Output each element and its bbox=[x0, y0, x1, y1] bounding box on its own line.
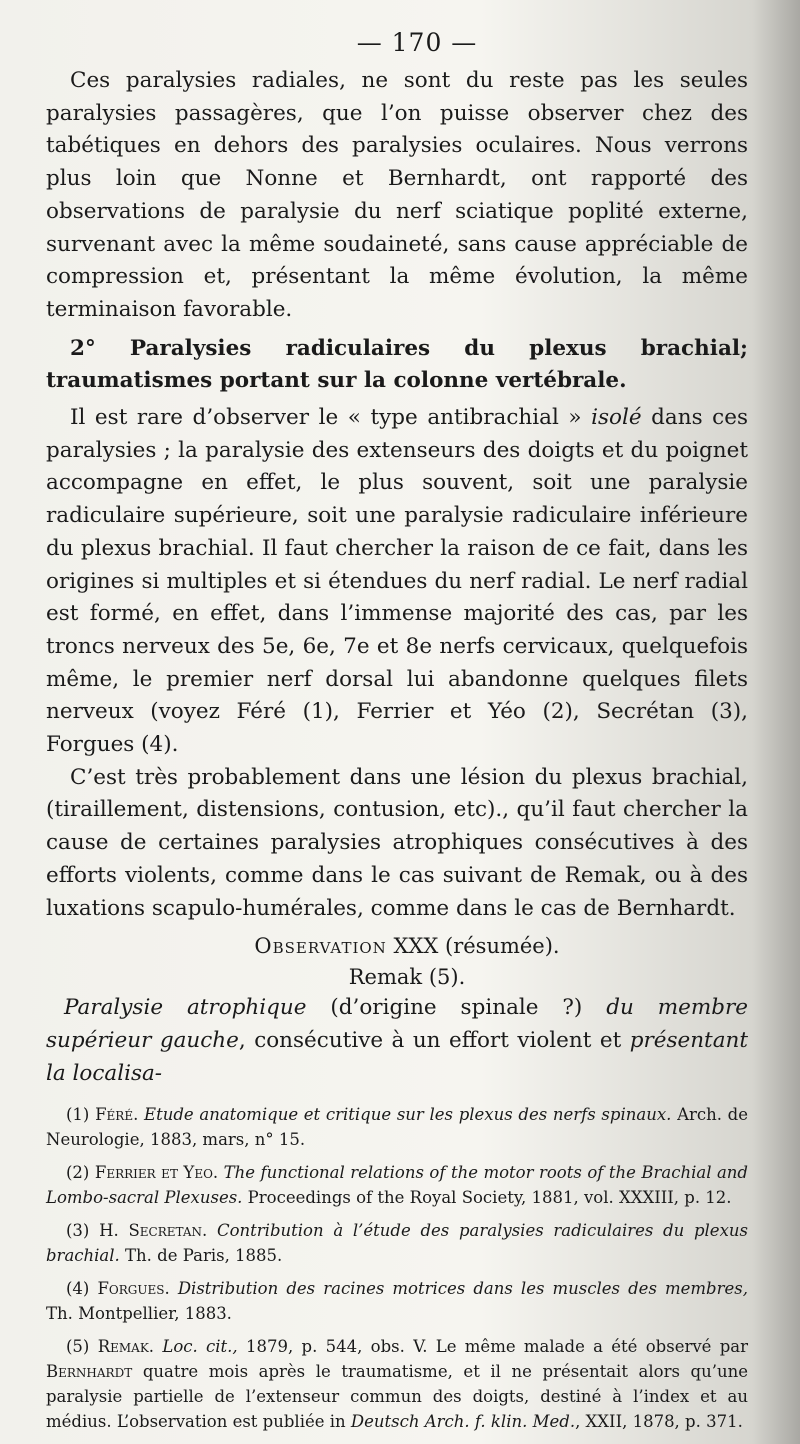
footnote-5-num: (5) bbox=[66, 1337, 90, 1357]
footnote-2-author: Ferrier et Yeo. bbox=[94, 1163, 219, 1183]
footnote-4-rest: Th. Montpellier, 1883. bbox=[46, 1304, 232, 1324]
footnote-5-rest3: , XXII, 1878, p. 371. bbox=[575, 1412, 743, 1432]
obs-desc-c: du membre supérieur gauche bbox=[46, 995, 748, 1053]
footnote-5-journal: Deutsch Arch. f. klin. Med. bbox=[350, 1412, 576, 1432]
para2-italic-isole: isolé bbox=[591, 405, 642, 431]
footnote-4-title: Distribution des racines motrices dans les muscles des membres, bbox=[177, 1279, 748, 1299]
observation-title bbox=[46, 931, 748, 962]
footnote-3-rest: Th. de Paris, 1885. bbox=[125, 1246, 283, 1266]
paragraph-plexus-lesion: C’est très probablement dans une lésion du plexus brachial, (tiraillement, distensions, contusion, etc)., qu’il faut chercher la cause de certaines paralysies atrophiques consécutives à des efforts violents, comme dans le cas suivant de Remak, ou à des luxations scapulo-humérales, comme dans le cas de Bernhardt. bbox=[46, 764, 748, 921]
para2-text-a: Il est rare d’observer le « type antibrachial » bbox=[70, 405, 592, 431]
footnote-4-num: (4) bbox=[66, 1279, 90, 1299]
footnote-3-author: H. Secretan. bbox=[99, 1221, 208, 1241]
obs-desc-a: Paralysie atrophique bbox=[64, 995, 307, 1021]
section-heading: 2° Paralysies radiculaires du plexus brachial; traumatismes portant sur la colonne vertébrale. bbox=[46, 335, 748, 394]
footnote-5 bbox=[46, 1334, 748, 1434]
footnote-4 bbox=[46, 1276, 748, 1326]
footnote-5-rest-author: Bernhardt bbox=[46, 1362, 133, 1382]
footnote-3 bbox=[46, 1218, 748, 1268]
footnote-2-rest: Proceedings of the Royal Society, 1881, vol. XXXIII, p. 12. bbox=[247, 1188, 732, 1208]
body-text bbox=[46, 65, 748, 925]
footnotes bbox=[46, 1102, 748, 1434]
paragraph-antibrachial-type bbox=[46, 402, 748, 762]
observation-description bbox=[46, 992, 748, 1090]
footnote-5-author: Remak. bbox=[97, 1337, 155, 1357]
footnote-1-title: Etude anatomique et critique sur les plexus des nerfs spinaux. bbox=[144, 1105, 672, 1125]
footnote-1-author: Féré. bbox=[95, 1105, 139, 1125]
footnote-5-title: Loc. cit., bbox=[162, 1337, 238, 1357]
paragraph-radial-paralyses: Ces paralysies radiales, ne sont du reste pas les seules paralysies passagères, que l’on puisse observer chez des tabétiques en dehors des paralysies oculaires. Nous verrons plus loin que Nonne et Bernhardt, ont rapporté des observations de paralysie du nerf sciatique poplité externe, survenant avec la même soudaineté, sans cause appréciable de compression et, présentant la même évolution, la même terminaison favorable. bbox=[46, 68, 748, 322]
footnote-4-author: Forgues. bbox=[97, 1279, 170, 1299]
footnote-3-title: Contribution à l’étude des paralysies radiculaires du plexus brachial. bbox=[46, 1221, 748, 1266]
obs-desc-b: (d’origine spinale ?) bbox=[306, 995, 607, 1021]
observation-author: Remak (5). bbox=[348, 965, 466, 990]
footnote-3-num: (3) bbox=[66, 1221, 90, 1241]
footnote-5-rest2: quatre mois après le traumatisme, et il ne présentait alors qu’une paralysie partielle de l’extenseur commun des doigts, destiné à l’index et au médius. L’observation est publiée in bbox=[46, 1362, 748, 1432]
obs-desc-d: , consécutive à un effort violent et bbox=[238, 1027, 630, 1053]
para2-text-c: dans ces paralysies ; la paralysie des extenseurs des doigts et du poignet accompagne en effet, le plus souvent, soit une paralysie radiculaire supérieure, soit une paralysie radiculaire inférieure du plexus brachial. Il faut chercher la raison de ce fait, dans les origines si multiples et si étendues du nerf radial. Le nerf radial est formé, en effet, dans l’immense majorité des cas, par les troncs nerveux des 5e, 6e, 7e et 8e nerfs cervicaux, quelquefois même, le premier nerf dorsal lui abandonne quelques filets nerveux (voyez Féré (1), Ferrier et Yéo (2), Secrétan (3), Forgues (4). bbox=[46, 405, 748, 758]
footnote-1-num: (1) bbox=[66, 1105, 90, 1125]
page-number: — 170 — bbox=[356, 28, 478, 57]
footnote-1 bbox=[46, 1102, 748, 1152]
footnote-2 bbox=[46, 1160, 748, 1210]
footnote-2-num: (2) bbox=[66, 1163, 90, 1183]
observation-number: XXX (résumée). bbox=[393, 934, 560, 959]
footnote-2-title: The functional relations of the motor roots of the Brachial and Lombo-sacral Plexuses. bbox=[46, 1163, 748, 1208]
observation-label: Observation bbox=[254, 934, 387, 959]
footnote-5-rest: 1879, p. 544, obs. V. Le même malade a été observé par bbox=[246, 1337, 749, 1357]
obs-desc-e: présentant la localisa- bbox=[46, 1027, 749, 1086]
footnote-1-rest: Arch. de Neurologie, 1883, mars, n° 15. bbox=[46, 1105, 749, 1150]
